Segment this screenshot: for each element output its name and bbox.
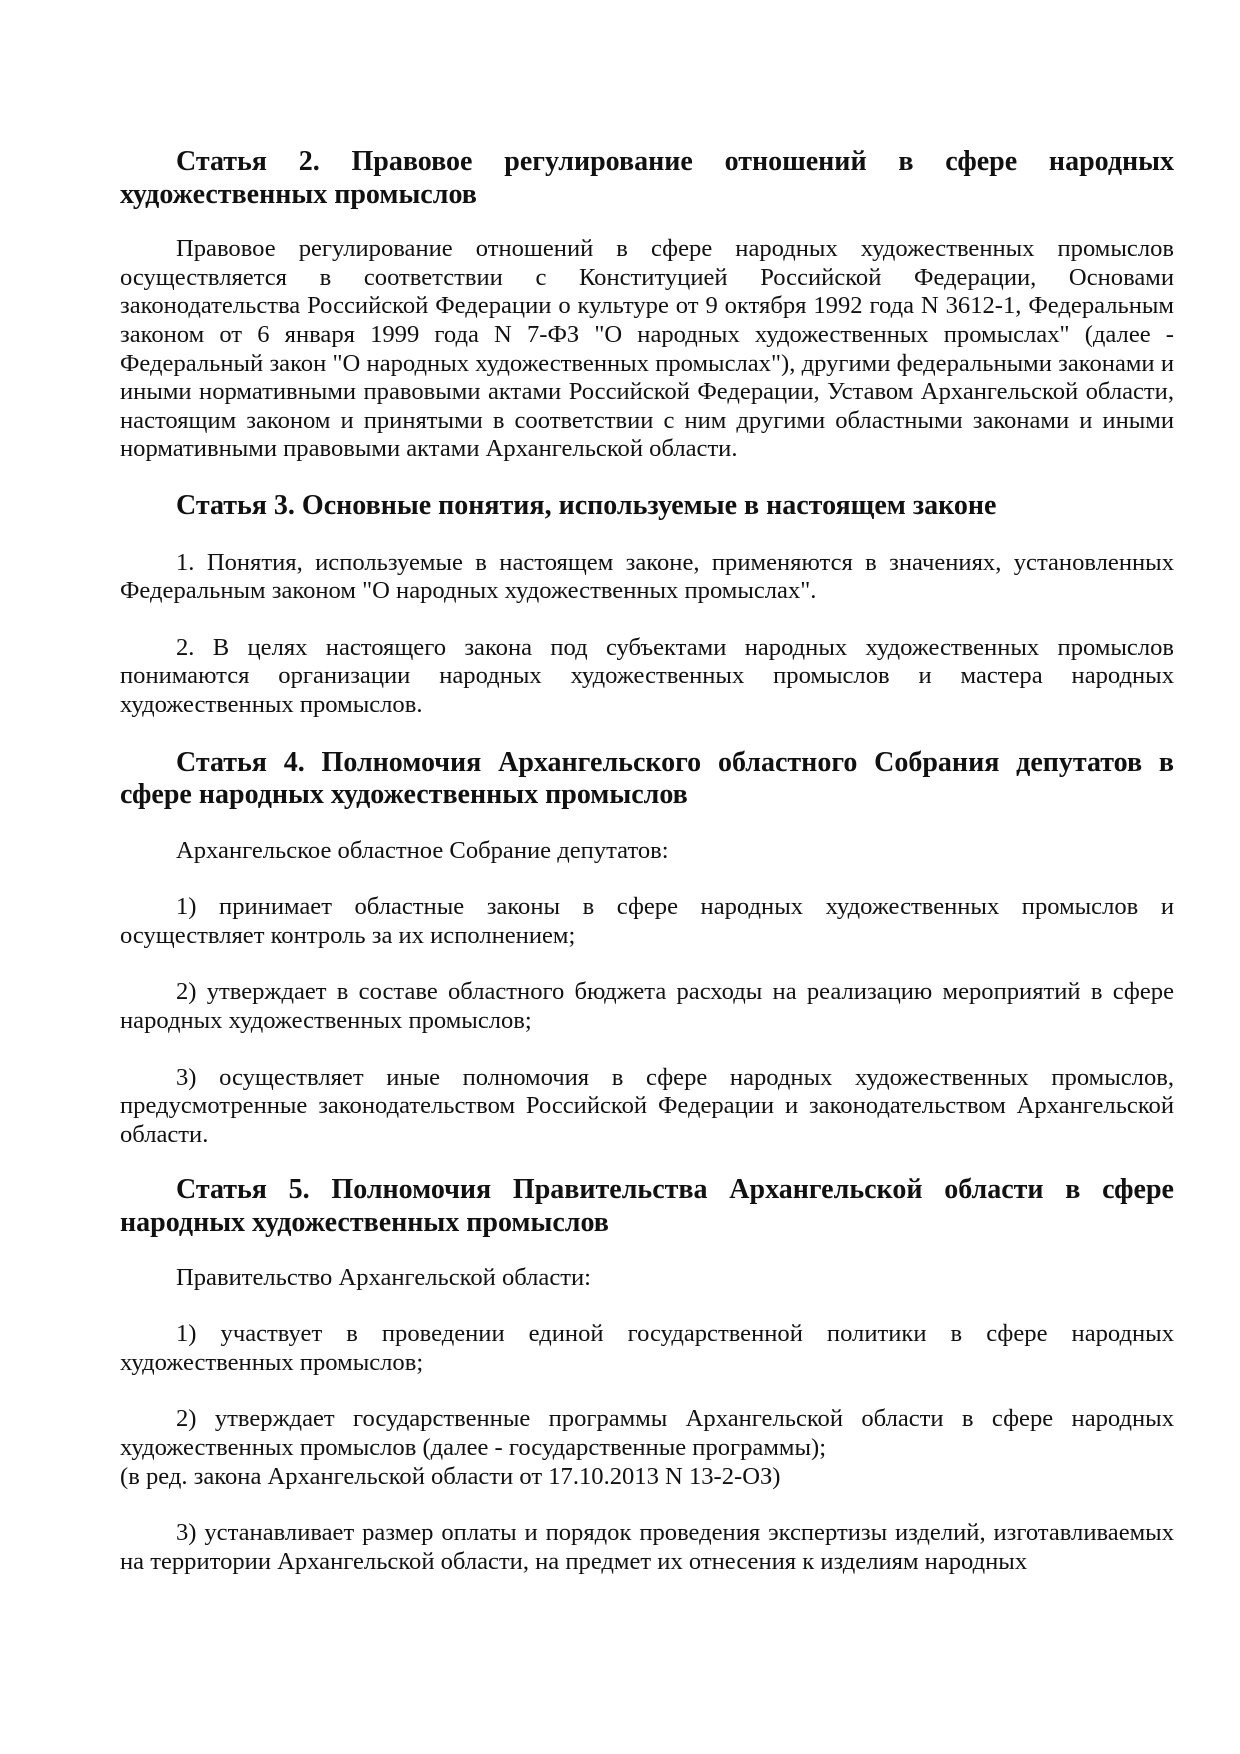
article-4-item-1: 1) принимает областные законы в сфере народных художественных промыслов и осуществляет контроль за их исполнением; <box>120 893 1174 949</box>
article-4-item-3: 3) осуществляет иные полномочия в сфере народных художественных промыслов, предусмотренные законодательством Российской Федерации и законодательством Архангельской области. <box>120 1063 1174 1148</box>
article-2 <box>120 146 1174 464</box>
article-3-heading: Статья 3. Основные понятия, используемые в настоящем законе <box>176 489 997 521</box>
article-2-text: Правовое регулирование отношений в сфере народных художественных промыслов осуществляется в соответствии с Конституцией Российской Федерации, Основами законодательства Российской Федерации о культуре от 9 октября 1992 года N 3612-1, Федеральным законом от 6 января 1999 года N 7-ФЗ "О народных художественных промыслах" (далее - Федеральный закон "О народных художественных промыслах"), другими федеральными законами и иными нормативными правовыми актами Российской Федерации, Уставом Архангельской области, настоящим законом и принятыми в соответствии с ним другими областными законами и иными нормативными правовыми актами Архангельской области. <box>120 235 1174 463</box>
article-5-item-2: 2) утверждает государственные программы Архангельской области в сфере народных художественных промыслов (далее - государственные программы); <box>120 1405 1174 1461</box>
amendment-note: (в ред. закона Архангельской области от 17.10.2013 N 13-2-ОЗ) <box>120 1462 781 1490</box>
article-5-intro: Правительство Архангельской области: <box>176 1263 591 1291</box>
article-5 <box>120 1174 1174 1576</box>
article-4-intro: Архангельское областное Собрание депутатов: <box>176 836 669 864</box>
article-5-item-3: 3) устанавливает размер оплаты и порядок проведения экспертизы изделий, изготавливаемых на территории Архангельской области, на предмет их отнесения к изделиям народных <box>120 1519 1174 1575</box>
article-5-heading: Статья 5. Полномочия Правительства Архангельской области в сфере народных художественных промыслов <box>120 1174 1174 1239</box>
article-5-item-1: 1) участвует в проведении единой государственной политики в сфере народных художественных промыслов; <box>120 1320 1174 1376</box>
article-4-heading: Статья 4. Полномочия Архангельского областного Собрания депутатов в сфере народных художественных промыслов <box>120 746 1174 811</box>
article-3-paragraph-2: 2. В целях настоящего закона под субъектами народных художественных промыслов понимаются организации народных художественных промыслов и мастера народных художественных промыслов. <box>120 633 1174 718</box>
article-3-paragraph-1: 1. Понятия, используемые в настоящем законе, применяются в значениях, установленных Федеральным законом "О народных художественных промыслах". <box>120 548 1174 605</box>
article-2-heading: Статья 2. Правовое регулирование отношений в сфере народных художественных промыслов <box>120 146 1174 210</box>
article-4 <box>120 747 1174 1150</box>
article-4-item-2: 2) утверждает в составе областного бюджета расходы на реализацию мероприятий в сфере народных художественных промыслов; <box>120 978 1174 1035</box>
article-3 <box>120 490 1174 720</box>
